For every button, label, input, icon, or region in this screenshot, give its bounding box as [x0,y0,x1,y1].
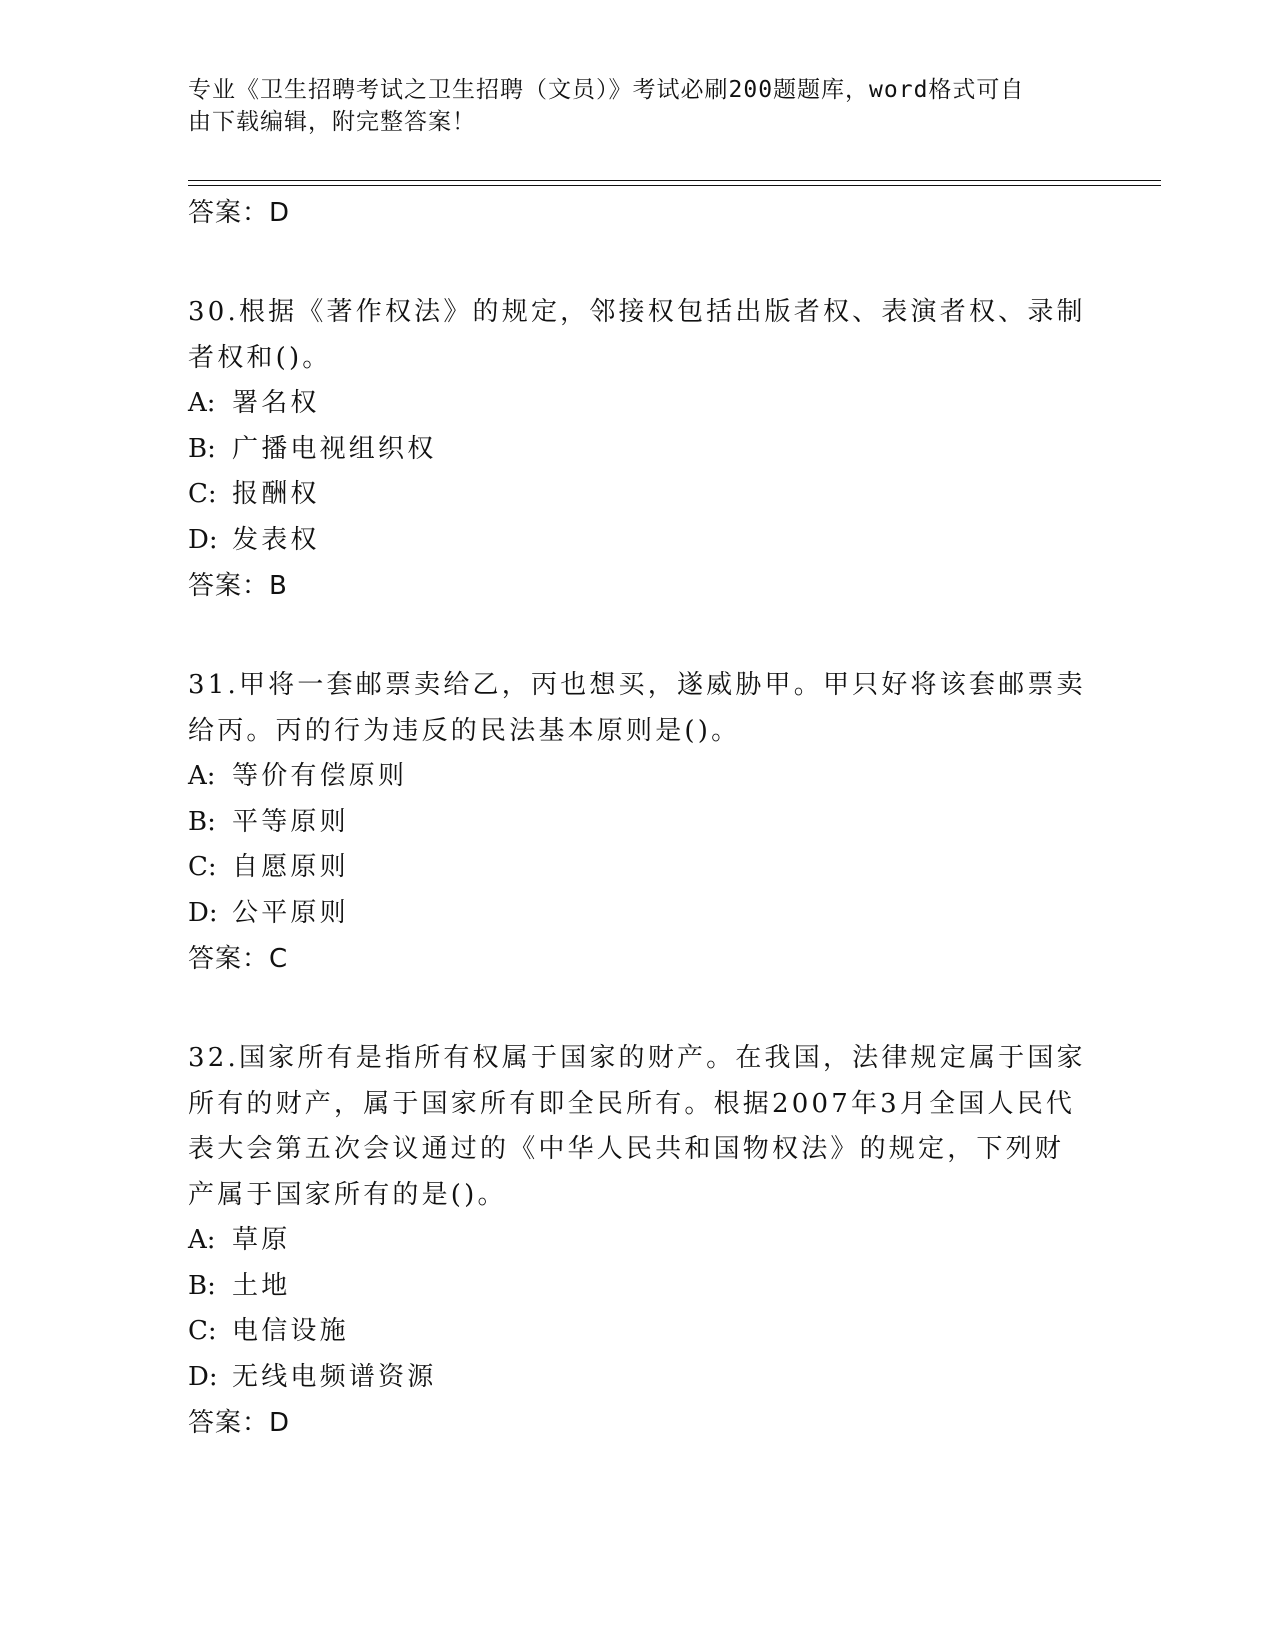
option-text: 广播电视组织权 [232,433,437,464]
option-c [188,472,1088,518]
option-text: 公平原则 [232,897,349,928]
header-line-1: 专业《卫生招聘考试之卫生招聘（文员）》考试必刷200题题库，word格式可自 [188,77,1025,103]
option-key: A: [188,388,216,418]
option-key: C: [188,479,217,509]
option-text: 无线电频谱资源 [232,1361,437,1392]
option-b [188,1264,1088,1310]
question-stem: 31.甲将一套邮票卖给乙，丙也想买，遂威胁甲。甲只好将该套邮票卖给丙。丙的行为违反的民法基本原则是()。 [188,670,1086,746]
option-a [188,381,1088,427]
option-key: D: [188,524,218,555]
option-text: 等价有偿原则 [232,761,408,791]
option-text: 土地 [232,1270,291,1301]
option-text: 署名权 [232,388,320,418]
question-31 [188,663,1088,982]
option-b [188,800,1088,846]
option-text: 电信设施 [232,1316,349,1346]
option-b [188,427,1088,473]
answer: 答案：C [188,944,289,974]
option-text: 自愿原则 [232,852,349,882]
question-list [188,190,1088,1446]
option-key: C: [188,852,217,882]
option-key: B: [188,1270,216,1301]
option-text: 平等原则 [232,806,349,837]
header-divider-bottom [188,185,1161,186]
question-stem: 30.根据《著作权法》的规定，邻接权包括出版者权、表演者权、录制者权和()。 [188,297,1086,373]
answer: 答案：B [188,571,288,601]
option-key: C: [188,1316,217,1346]
option-d [188,1355,1088,1401]
question-30 [188,290,1088,609]
header-divider-top [188,180,1161,181]
option-a [188,1218,1088,1264]
question-32 [188,1036,1088,1446]
option-c [188,1309,1088,1355]
answer: 答案：D [188,1408,291,1438]
previous-answer: 答案：D [188,198,291,228]
option-key: B: [188,433,216,464]
option-d [188,518,1088,564]
document-header [188,74,1088,138]
option-c [188,845,1088,891]
option-text: 报酬权 [232,479,320,509]
option-text: 草原 [232,1225,291,1255]
question-stem: 32.国家所有是指所有权属于国家的财产。在我国，法律规定属于国家所有的财产，属于国家所有即全民所有。根据2007年3月全国人民代表大会第五次会议通过的《中华人民共和国物权法》的规定，下列财产属于国家所有的是()。 [188,1043,1086,1210]
option-key: D: [188,897,218,928]
option-key: A: [188,761,216,791]
option-a [188,754,1088,800]
option-key: B: [188,806,216,837]
option-text: 发表权 [232,524,320,555]
option-key: A: [188,1225,216,1255]
header-line-2: 由下载编辑，附完整答案！ [188,109,476,135]
option-key: D: [188,1361,218,1392]
option-d [188,891,1088,937]
